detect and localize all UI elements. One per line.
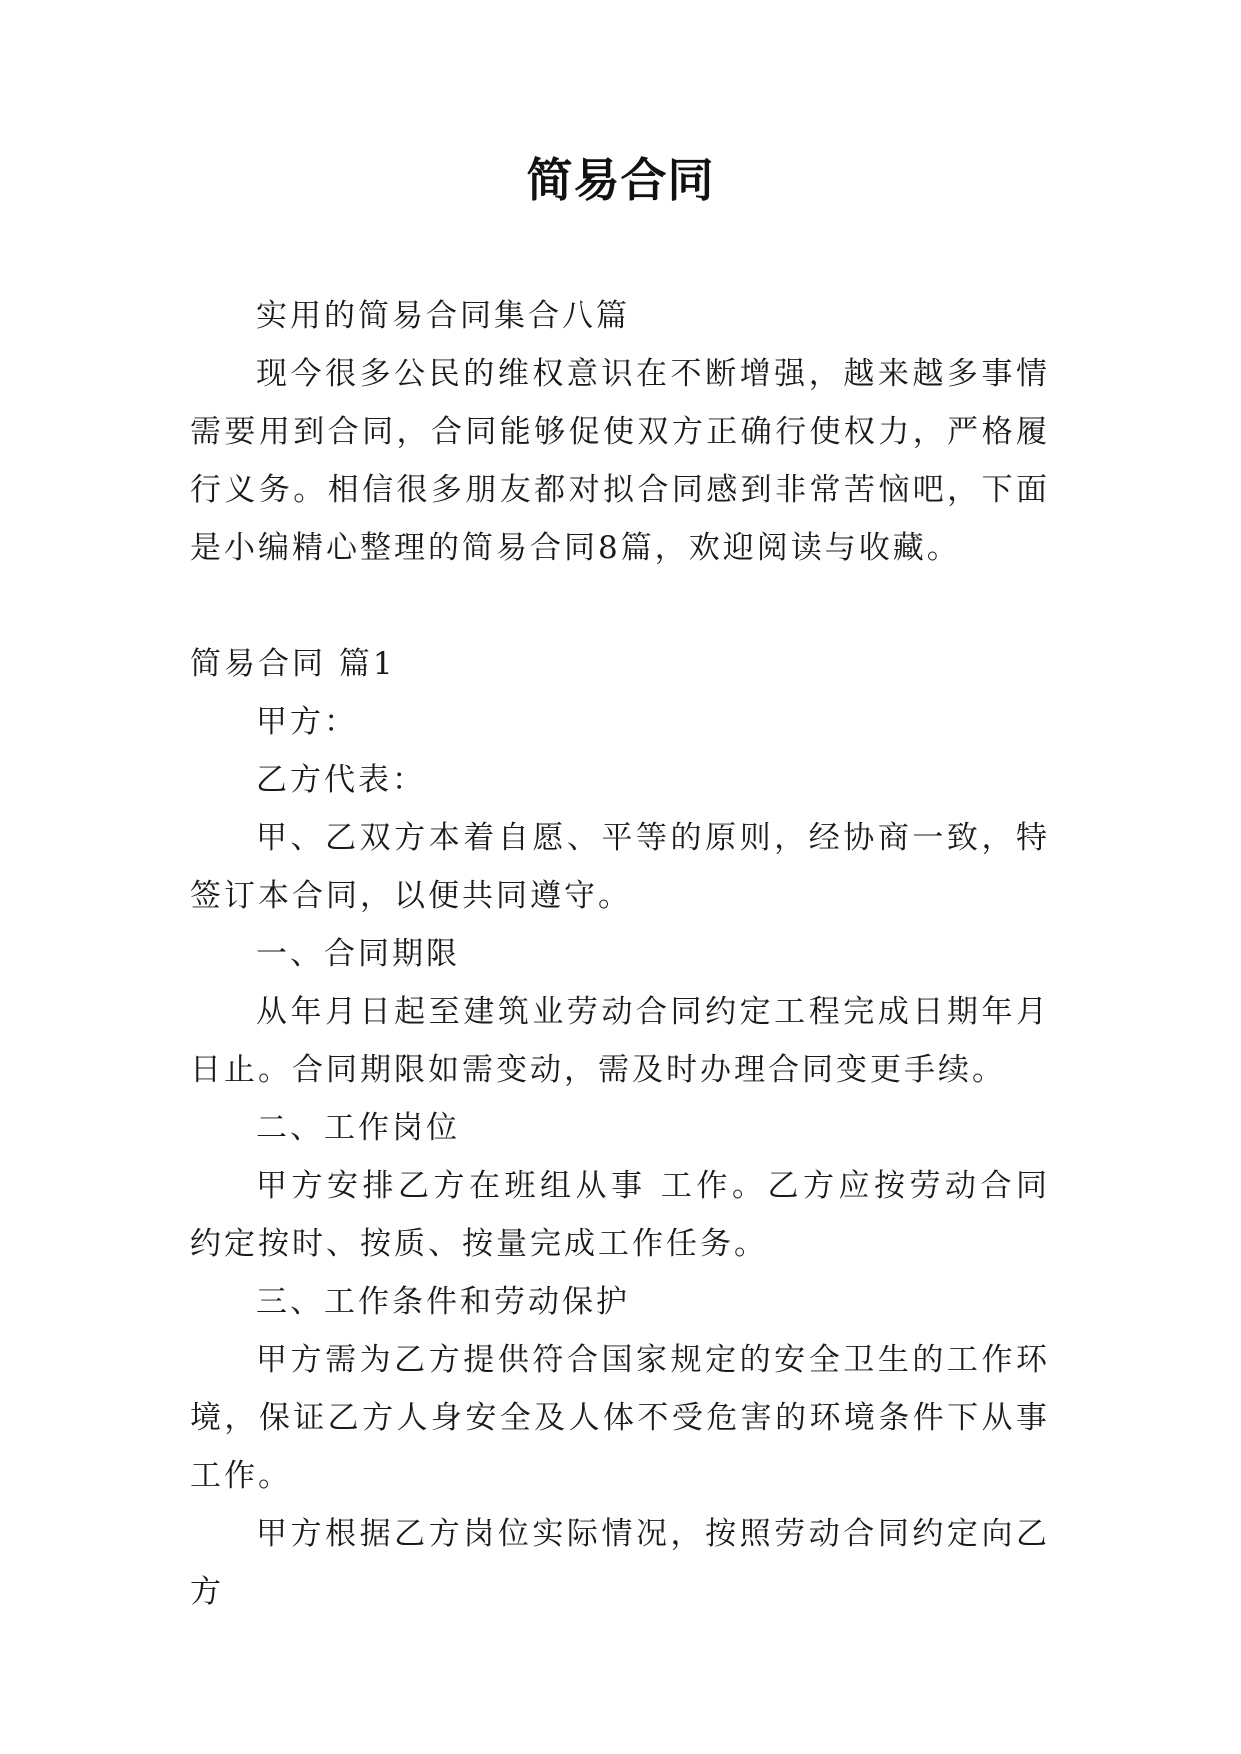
clause-2-heading: 二、工作岗位 bbox=[256, 1110, 460, 1146]
document-title: 简易合同 bbox=[526, 153, 715, 207]
clause-2-text: 甲方安排乙方在班组从事 工作。乙方应按劳动合同约定按时、按质、按量完成工作任务。 bbox=[190, 1168, 1050, 1262]
clause-3-heading: 三、工作条件和劳动保护 bbox=[256, 1284, 630, 1320]
clause-3-text-1: 甲方需为乙方提供符合国家规定的安全卫生的工作环境，保证乙方人身安全及人体不受危害的环境条件下从事工作。 bbox=[190, 1342, 1050, 1494]
party-b-line: 乙方代表： bbox=[256, 762, 426, 798]
party-a-line: 甲方： bbox=[256, 704, 358, 740]
paragraph-gap bbox=[190, 577, 1050, 635]
section-heading: 简易合同 篇1 bbox=[190, 646, 396, 682]
clause-1-heading: 一、合同期限 bbox=[256, 936, 460, 972]
document-subtitle: 实用的简易合同集合八篇 bbox=[256, 298, 630, 334]
intro-paragraph: 现今很多公民的维权意识在不断增强，越来越多事情需要用到合同，合同能够促使双方正确行使权力，严格履行义务。相信很多朋友都对拟合同感到非常苦恼吧，下面是小编精心整理的简易合同8篇，欢迎阅读与收藏。 bbox=[190, 356, 1050, 566]
clause-3-text-2: 甲方根据乙方岗位实际情况，按照劳动合同约定向乙方 bbox=[190, 1516, 1050, 1610]
clause-1-text: 从年月日起至建筑业劳动合同约定工程完成日期年月日止。合同期限如需变动，需及时办理合同变更手续。 bbox=[190, 994, 1050, 1088]
preamble-paragraph: 甲、乙双方本着自愿、平等的原则，经协商一致，特签订本合同，以便共同遵守。 bbox=[190, 820, 1050, 914]
document-body bbox=[190, 287, 1050, 1621]
